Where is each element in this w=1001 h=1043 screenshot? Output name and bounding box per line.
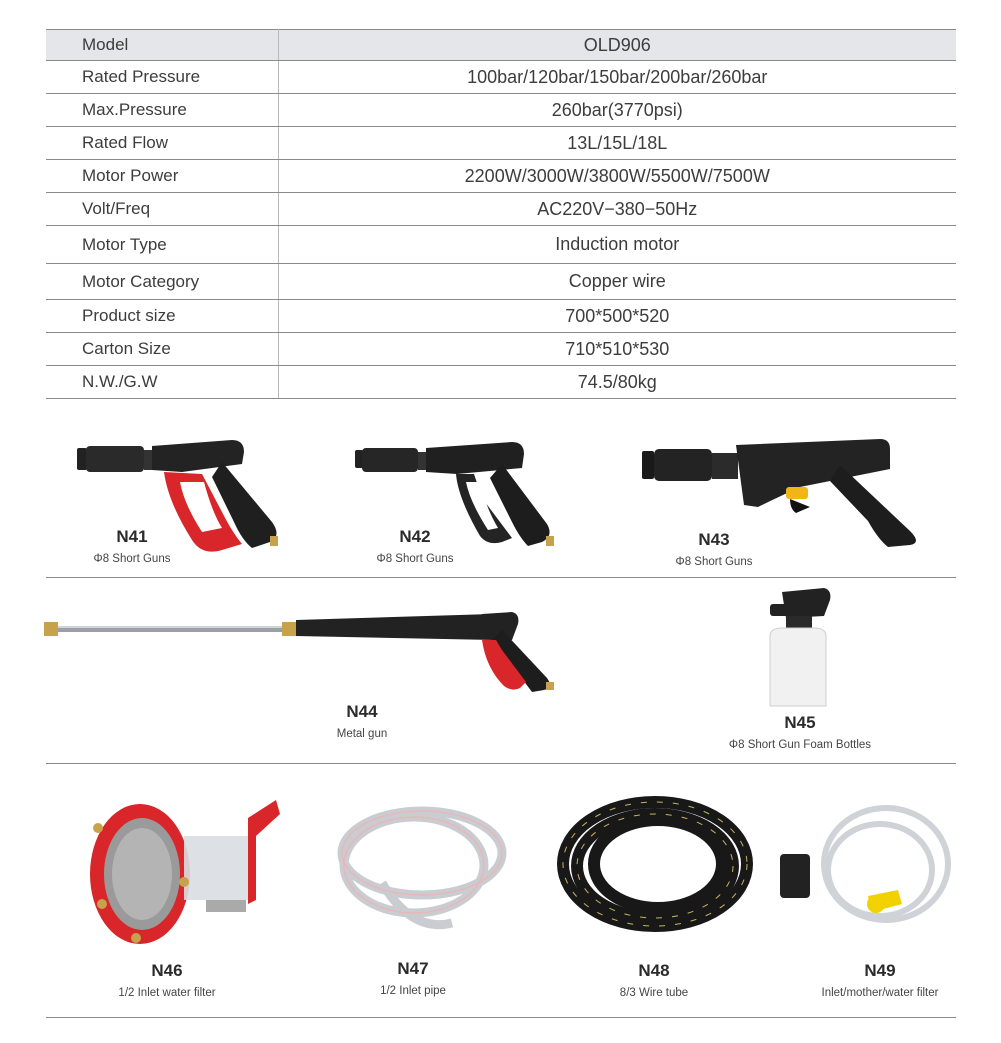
spec-value: 100bar/120bar/150bar/200bar/260bar: [278, 61, 956, 94]
spec-value: OLD906: [278, 30, 956, 61]
spec-row-rated-pressure: [46, 61, 956, 94]
spec-row-model: [46, 30, 956, 61]
spec-value: 260bar(3770psi): [278, 94, 956, 127]
product-code: N44: [346, 702, 378, 721]
divider: [46, 763, 956, 764]
spec-row-carton-size: [46, 333, 956, 366]
foam-bottle-n45-image: [762, 586, 834, 710]
product-n42: [365, 527, 465, 565]
spec-value: Induction motor: [278, 226, 956, 264]
spec-value: 13L/15L/18L: [278, 127, 956, 160]
product-code: N49: [864, 961, 896, 980]
spec-value: 710*510*530: [278, 333, 956, 366]
spec-value: 74.5/80kg: [278, 366, 956, 399]
product-code: N41: [116, 527, 148, 546]
product-n46: [102, 961, 232, 999]
spec-row-max-pressure: [46, 94, 956, 127]
product-code: N42: [399, 527, 431, 546]
product-n49: [810, 961, 950, 999]
water-filter-n46-image: [80, 788, 286, 950]
spec-label: Rated Pressure: [46, 61, 278, 94]
spec-label: Model: [46, 30, 278, 61]
spec-value: AC220V−380−50Hz: [278, 193, 956, 226]
product-n48: [604, 961, 704, 999]
product-description: 8/3 Wire tube: [619, 987, 689, 999]
product-n41: [82, 527, 182, 565]
spec-label: Volt/Freq: [46, 193, 278, 226]
spec-row-volt-freq: [46, 193, 956, 226]
spec-label: Rated Flow: [46, 127, 278, 160]
spec-row-rated-flow: [46, 127, 956, 160]
product-code: N46: [151, 961, 183, 980]
spec-row-product-size: [46, 300, 956, 333]
spec-table: [46, 29, 956, 399]
spec-row-weight: [46, 366, 956, 399]
product-description: Inlet/mother/water filter: [821, 987, 939, 999]
product-description: Φ8 Short Gun Foam Bottles: [728, 739, 872, 751]
product-description: 1/2 Inlet water filter: [118, 987, 216, 999]
product-description: 1/2 Inlet pipe: [380, 985, 446, 997]
spec-label: Motor Power: [46, 160, 278, 193]
divider: [46, 1017, 956, 1018]
spec-label: Product size: [46, 300, 278, 333]
spec-label: N.W./G.W: [46, 366, 278, 399]
spec-label: Motor Type: [46, 226, 278, 264]
metal-gun-n44-image: [42, 610, 560, 700]
product-n45: [710, 713, 890, 751]
product-n44: [312, 702, 412, 740]
product-n47: [363, 959, 463, 997]
spec-value: Copper wire: [278, 264, 956, 300]
product-code: N43: [698, 530, 730, 549]
spec-row-motor-type: [46, 226, 956, 264]
spec-label: Carton Size: [46, 333, 278, 366]
spec-row-motor-power: [46, 160, 956, 193]
product-code: N47: [397, 959, 429, 978]
product-n43: [664, 530, 764, 568]
product-code: N45: [784, 713, 816, 732]
spec-value: 2200W/3000W/3800W/5500W/7500W: [278, 160, 956, 193]
divider: [46, 577, 956, 578]
product-description: Φ8 Short Guns: [93, 553, 171, 565]
inlet-pipe-n47-image: [322, 783, 522, 953]
product-code: N48: [638, 961, 670, 980]
spec-value: 700*500*520: [278, 300, 956, 333]
product-description: Metal gun: [336, 728, 388, 740]
product-description: Φ8 Short Guns: [675, 556, 753, 568]
spec-label: Motor Category: [46, 264, 278, 300]
spec-label: Max.Pressure: [46, 94, 278, 127]
spec-row-motor-category: [46, 264, 956, 300]
inlet-filter-n49-image: [776, 800, 956, 940]
wire-tube-n48-image: [552, 786, 758, 942]
product-description: Φ8 Short Guns: [376, 553, 454, 565]
